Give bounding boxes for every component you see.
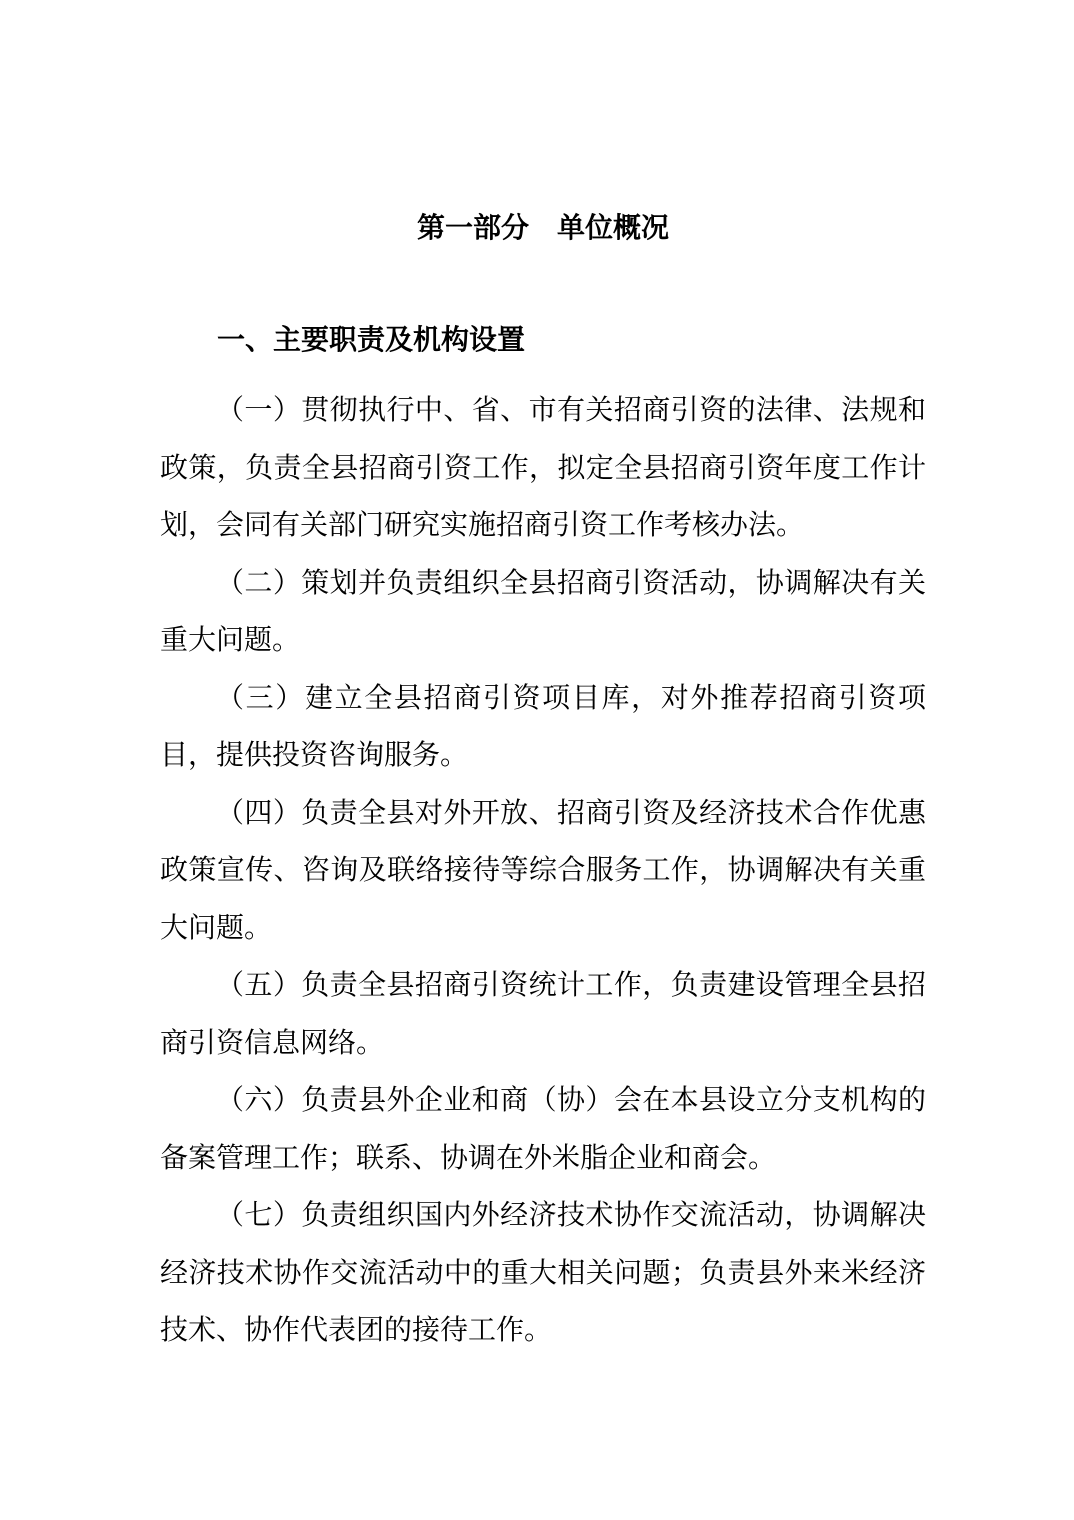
duties-list [160,381,926,1359]
duty-item-2: （二）策划并负责组织全县招商引资活动，协调解决有关重大问题。 [160,565,926,656]
duty-item-1: （一）贯彻执行中、省、市有关招商引资的法律、法规和政策，负责全县招商引资工作，拟定全县招商引资年度工作计划，会同有关部门研究实施招商引资工作考核办法。 [160,393,926,541]
duty-item-3: （三）建立全县招商引资项目库，对外推荐招商引资项目，提供投资咨询服务。 [160,680,926,771]
part-title: 第一部分 单位概况 [416,211,669,244]
duty-item-6: （六）负责县外企业和商（协）会在本县设立分支机构的备案管理工作；联系、协调在外米脂企业和商会。 [160,1083,926,1174]
duty-item-7: （七）负责组织国内外经济技术协作交流活动，协调解决经济技术协作交流活动中的重大相关问题；负责县外来米经济技术、协作代表团的接待工作。 [160,1198,926,1346]
duty-item-4: （四）负责全县对外开放、招商引资及经济技术合作优惠政策宣传、咨询及联络接待等综合服务工作，协调解决有关重大问题。 [160,795,926,944]
duty-item-5: （五）负责全县招商引资统计工作，负责建设管理全县招商引资信息网络。 [160,968,926,1059]
section-heading: 一、主要职责及机构设置 [217,323,526,356]
